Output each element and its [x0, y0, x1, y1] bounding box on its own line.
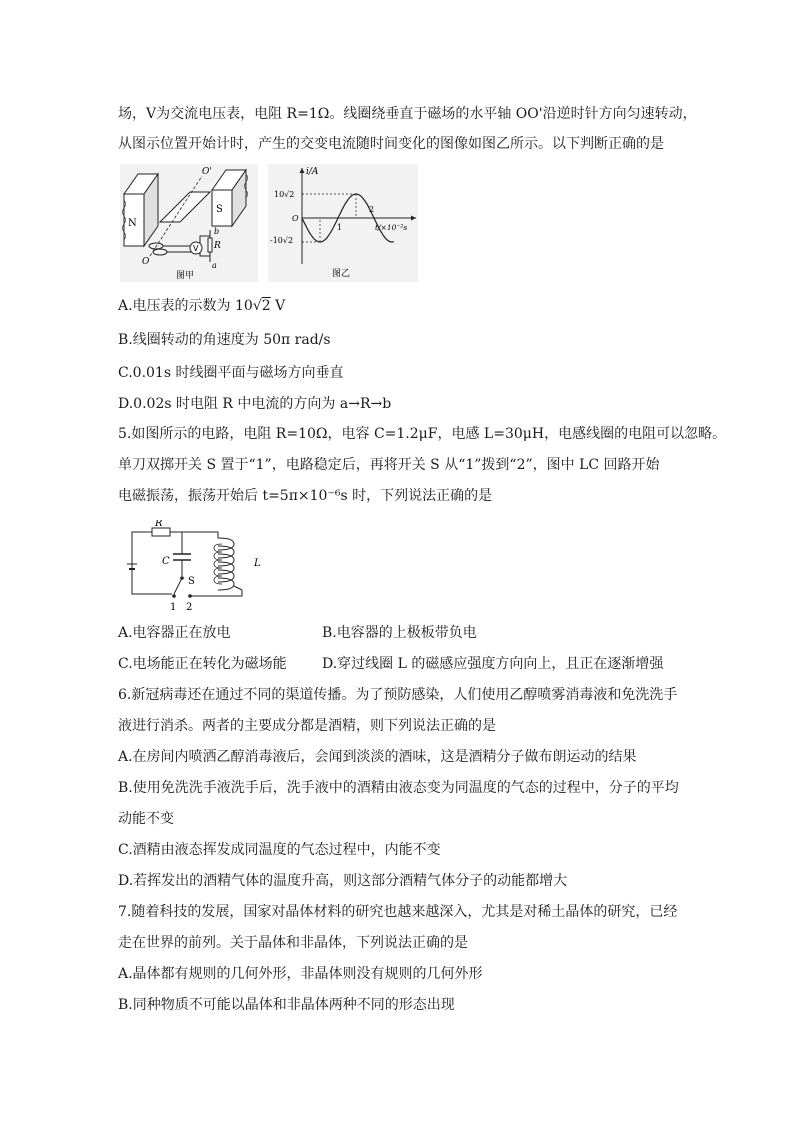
label-l: L	[254, 558, 261, 569]
current-time-graph	[268, 164, 418, 282]
label-1: 1	[170, 602, 177, 613]
x-axis-label: t/×10⁻²s	[375, 223, 408, 232]
label-v: V	[193, 244, 199, 253]
figure-jia	[120, 164, 258, 282]
caption-yi: 图乙	[332, 269, 351, 279]
q5-stem-2: 单刀双掷开关 S 置于“1”，电路稳定后，再将开关 S 从“1”拨到“2”，图中 LC 回路开始	[118, 457, 660, 473]
q6-option-c: C.酒精由液态挥发成同温度的气态过程中，内能不变	[118, 842, 441, 858]
sqrt-sign: √	[252, 298, 262, 314]
label-r: R	[214, 241, 221, 251]
q6-option-b-1: B.使用免洗洗手液洗手后，洗手液中的酒精由液态变为同温度的气态的过程中，分子的平均	[118, 780, 679, 796]
caption-jia: 图甲	[176, 271, 195, 281]
label-o-prime: O'	[202, 167, 212, 177]
label-2: 2	[186, 602, 193, 613]
tick-1: 1	[337, 223, 343, 232]
label-r: R	[155, 520, 163, 529]
y-axis-label: i/A	[306, 167, 319, 177]
q4-option-b: B.线圈转动的角速度为 50π rad/s	[118, 332, 331, 348]
q5-option-a: A.电容器正在放电	[118, 625, 231, 641]
lc-circuit-diagram	[122, 520, 272, 616]
q4-option-a	[118, 296, 285, 316]
q4-option-d: D.0.02s 时电阻 R 中电流的方向为 a→R→b	[118, 396, 392, 412]
q4-a-prefix: A.电压表的示数为 10	[118, 298, 253, 314]
origin-label: O	[292, 214, 299, 223]
q7-stem-1: 7.随着科技的发展，国家对晶体材料的研究也越来越深入，尤其是对稀土晶体的研究，已经	[118, 904, 678, 920]
q6-option-d: D.若挥发出的酒精气体的温度升高，则这部分酒精气体分子的动能都增大	[118, 873, 568, 889]
q5-stem-3: 电磁振荡，振荡开始后 t=5π×10⁻⁶s 时，下列说法正确的是	[118, 488, 493, 504]
q6-option-a: A.在房间内喷洒乙醇消毒液后，会闻到淡淡的酒味，这是酒精分子做布朗运动的结果	[118, 749, 637, 765]
q7-stem-2: 走在世界的前列。关于晶体和非晶体，下列说法正确的是	[118, 935, 468, 951]
q6-stem-1: 6.新冠病毒还在通过不同的渠道传播。为了预防感染，人们使用乙醇喷雾消毒液和免洗洗手	[118, 687, 678, 703]
generator-diagram	[120, 164, 258, 282]
q7-option-b: B.同种物质不可能以晶体和非晶体两种不同的形态出现	[118, 997, 455, 1013]
label-b: b	[214, 227, 220, 236]
q5-stem-1: 5.如图所示的电路，电阻 R=10Ω，电容 C=1.2μF，电感 L=30μH，电感线圈的电阻可以忽略。	[118, 426, 727, 442]
intro-line-1: 场，V为交流电压表，电阻 R=1Ω。线圈绕垂直于磁场的水平轴 OO'沿逆时针方向匀速转动，	[118, 106, 697, 122]
label-s: S	[216, 204, 223, 215]
q4-option-c: C.0.01s 时线圈平面与磁场方向垂直	[118, 365, 344, 381]
label-o: O	[142, 257, 150, 267]
q5-option-b: B.电容器的上极板带负电	[322, 625, 477, 641]
intro-line-2: 从图示位置开始计时，产生的交变电流随时间变化的图像如图乙所示。以下判断正确的是	[118, 136, 664, 152]
figure-yi	[268, 164, 418, 282]
q6-stem-2: 液进行消杀。两者的主要成分都是酒精，则下列说法正确的是	[118, 718, 496, 734]
lc-circuit-figure	[122, 520, 272, 616]
tick-negative: -10√2	[270, 236, 294, 245]
label-n: N	[128, 218, 137, 229]
q4-a-suffix: V	[270, 298, 286, 314]
label-s: S	[188, 576, 195, 587]
q5-option-d: D.穿过线圈 L 的磁感应强度方向向上，且正在逐渐增强	[322, 656, 664, 672]
q7-option-a: A.晶体都有规则的几何外形，非晶体则没有规则的几何外形	[118, 966, 483, 982]
tick-positive: 10√2	[274, 190, 295, 199]
q5-option-c: C.电场能正在转化为磁场能	[118, 656, 287, 672]
q4-a-root: 2	[261, 298, 271, 314]
q6-option-b-2: 动能不变	[118, 811, 174, 827]
label-c: C	[162, 556, 170, 567]
label-a: a	[212, 261, 217, 270]
tick-2: 2	[369, 205, 375, 214]
